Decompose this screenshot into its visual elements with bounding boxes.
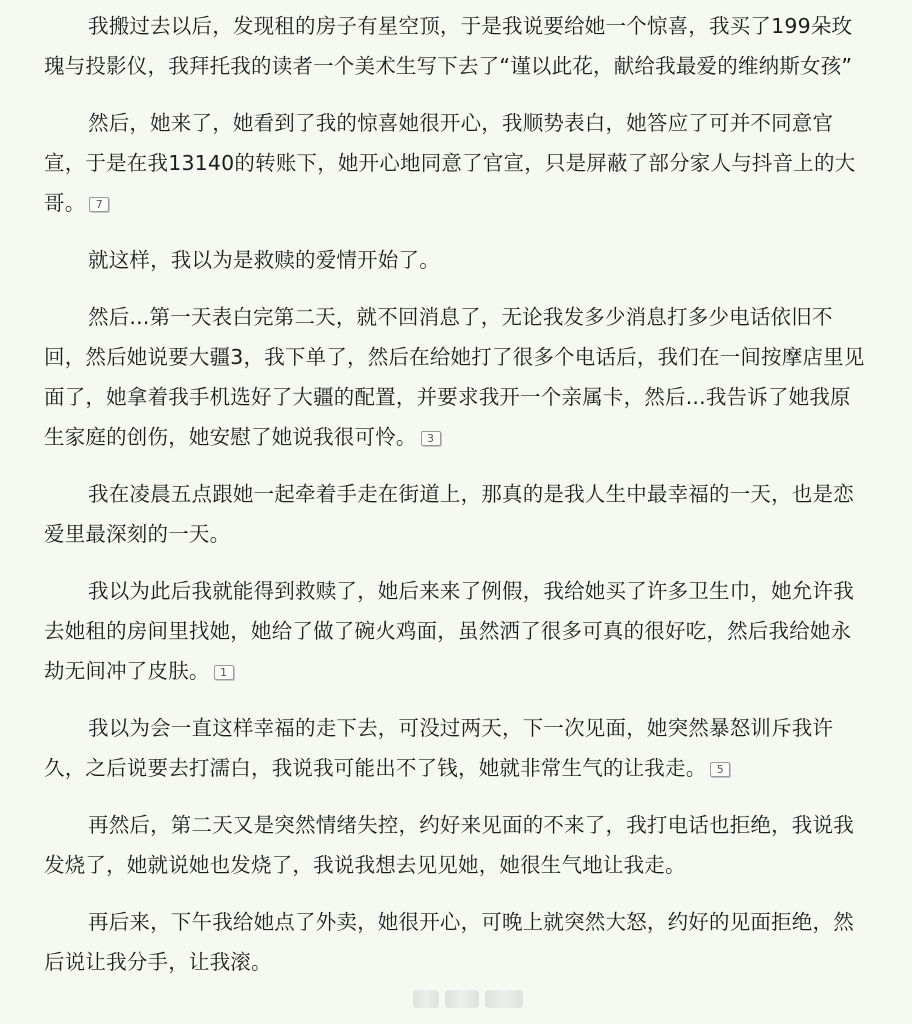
paragraph-2 — [44, 103, 866, 223]
paragraph-4 — [44, 297, 866, 457]
paragraph-6-text: 我以为此后我就能得到救赎了，她后来来了例假，我给她买了许多卫生巾，她允许我去她租的房间里找她，她给了做了碗火鸡面，虽然洒了很多可真的很好吃，然后我给她永劫无间冲了皮肤。 — [44, 579, 854, 683]
paragraph-8-text: 再然后，第二天又是突然情绪失控，约好来见面的不来了，我打电话也拒绝，我说我发烧了，她就说她也发烧了，我说我想去见见她，她很生气地让我走。 — [44, 813, 854, 877]
paragraph-8 — [44, 805, 866, 885]
comment-count-badge[interactable]: 7 — [89, 197, 109, 212]
comment-count-badge[interactable]: 5 — [710, 762, 730, 777]
watermark-mark-icon — [445, 990, 479, 1008]
watermark-mark-icon — [413, 990, 439, 1008]
paragraph-3-text: 就这样，我以为是救赎的爱情开始了。 — [88, 248, 440, 272]
paragraph-1-text: 我搬过去以后，发现租的房子有星空顶，于是我说要给她一个惊喜，我买了199朵玫瑰与投影仪，我拜托我的读者一个美术生写下去了“谨以此花，献给我最爱的维纳斯女孩” — [44, 14, 853, 78]
paragraph-5 — [44, 474, 866, 554]
paragraph-6 — [44, 571, 866, 691]
paragraph-3 — [44, 240, 866, 280]
paragraph-1 — [44, 6, 866, 86]
paragraph-9 — [44, 902, 866, 982]
paragraph-7-text: 我以为会一直这样幸福的走下去，可没过两天，下一次见面，她突然暴怒训斥我许久，之后说要去打濡白，我说我可能出不了钱，她就非常生气的让我走。 — [44, 716, 834, 780]
paragraph-5-text: 我在凌晨五点跟她一起牵着手走在街道上，那真的是我人生中最幸福的一天，也是恋爱里最深刻的一天。 — [44, 482, 854, 546]
paragraph-7 — [44, 708, 866, 788]
article-body — [44, 6, 866, 999]
paragraph-9-text: 再后来，下午我给她点了外卖，她很开心，可晚上就突然大怒，约好的见面拒绝，然后说让我分手，让我滚。 — [44, 910, 854, 974]
paragraph-4-text: 然后...第一天表白完第二天，就不回消息了，无论我发多少消息打多少电话依旧不回，然后她说要大疆3，我下单了，然后在给她打了很多个电话后，我们在一间按摩店里见面了，她拿着我手机选好了大疆的配置，并要求我开一个亲属卡，然后...我告诉了她我原生家庭的创伤，她安慰了她说我很可怜。 — [44, 305, 865, 449]
comment-count-badge[interactable]: 3 — [421, 431, 441, 446]
paragraph-2-text: 然后，她来了，她看到了我的惊喜她很开心，我顺势表白，她答应了可并不同意官宣，于是在我13140的转账下，她开心地同意了官宣，只是屏蔽了部分家人与抖音上的大哥。 — [44, 111, 856, 215]
watermark-logo — [413, 988, 523, 1010]
comment-count-badge[interactable]: 1 — [214, 665, 234, 680]
watermark-mark-icon — [485, 990, 523, 1008]
